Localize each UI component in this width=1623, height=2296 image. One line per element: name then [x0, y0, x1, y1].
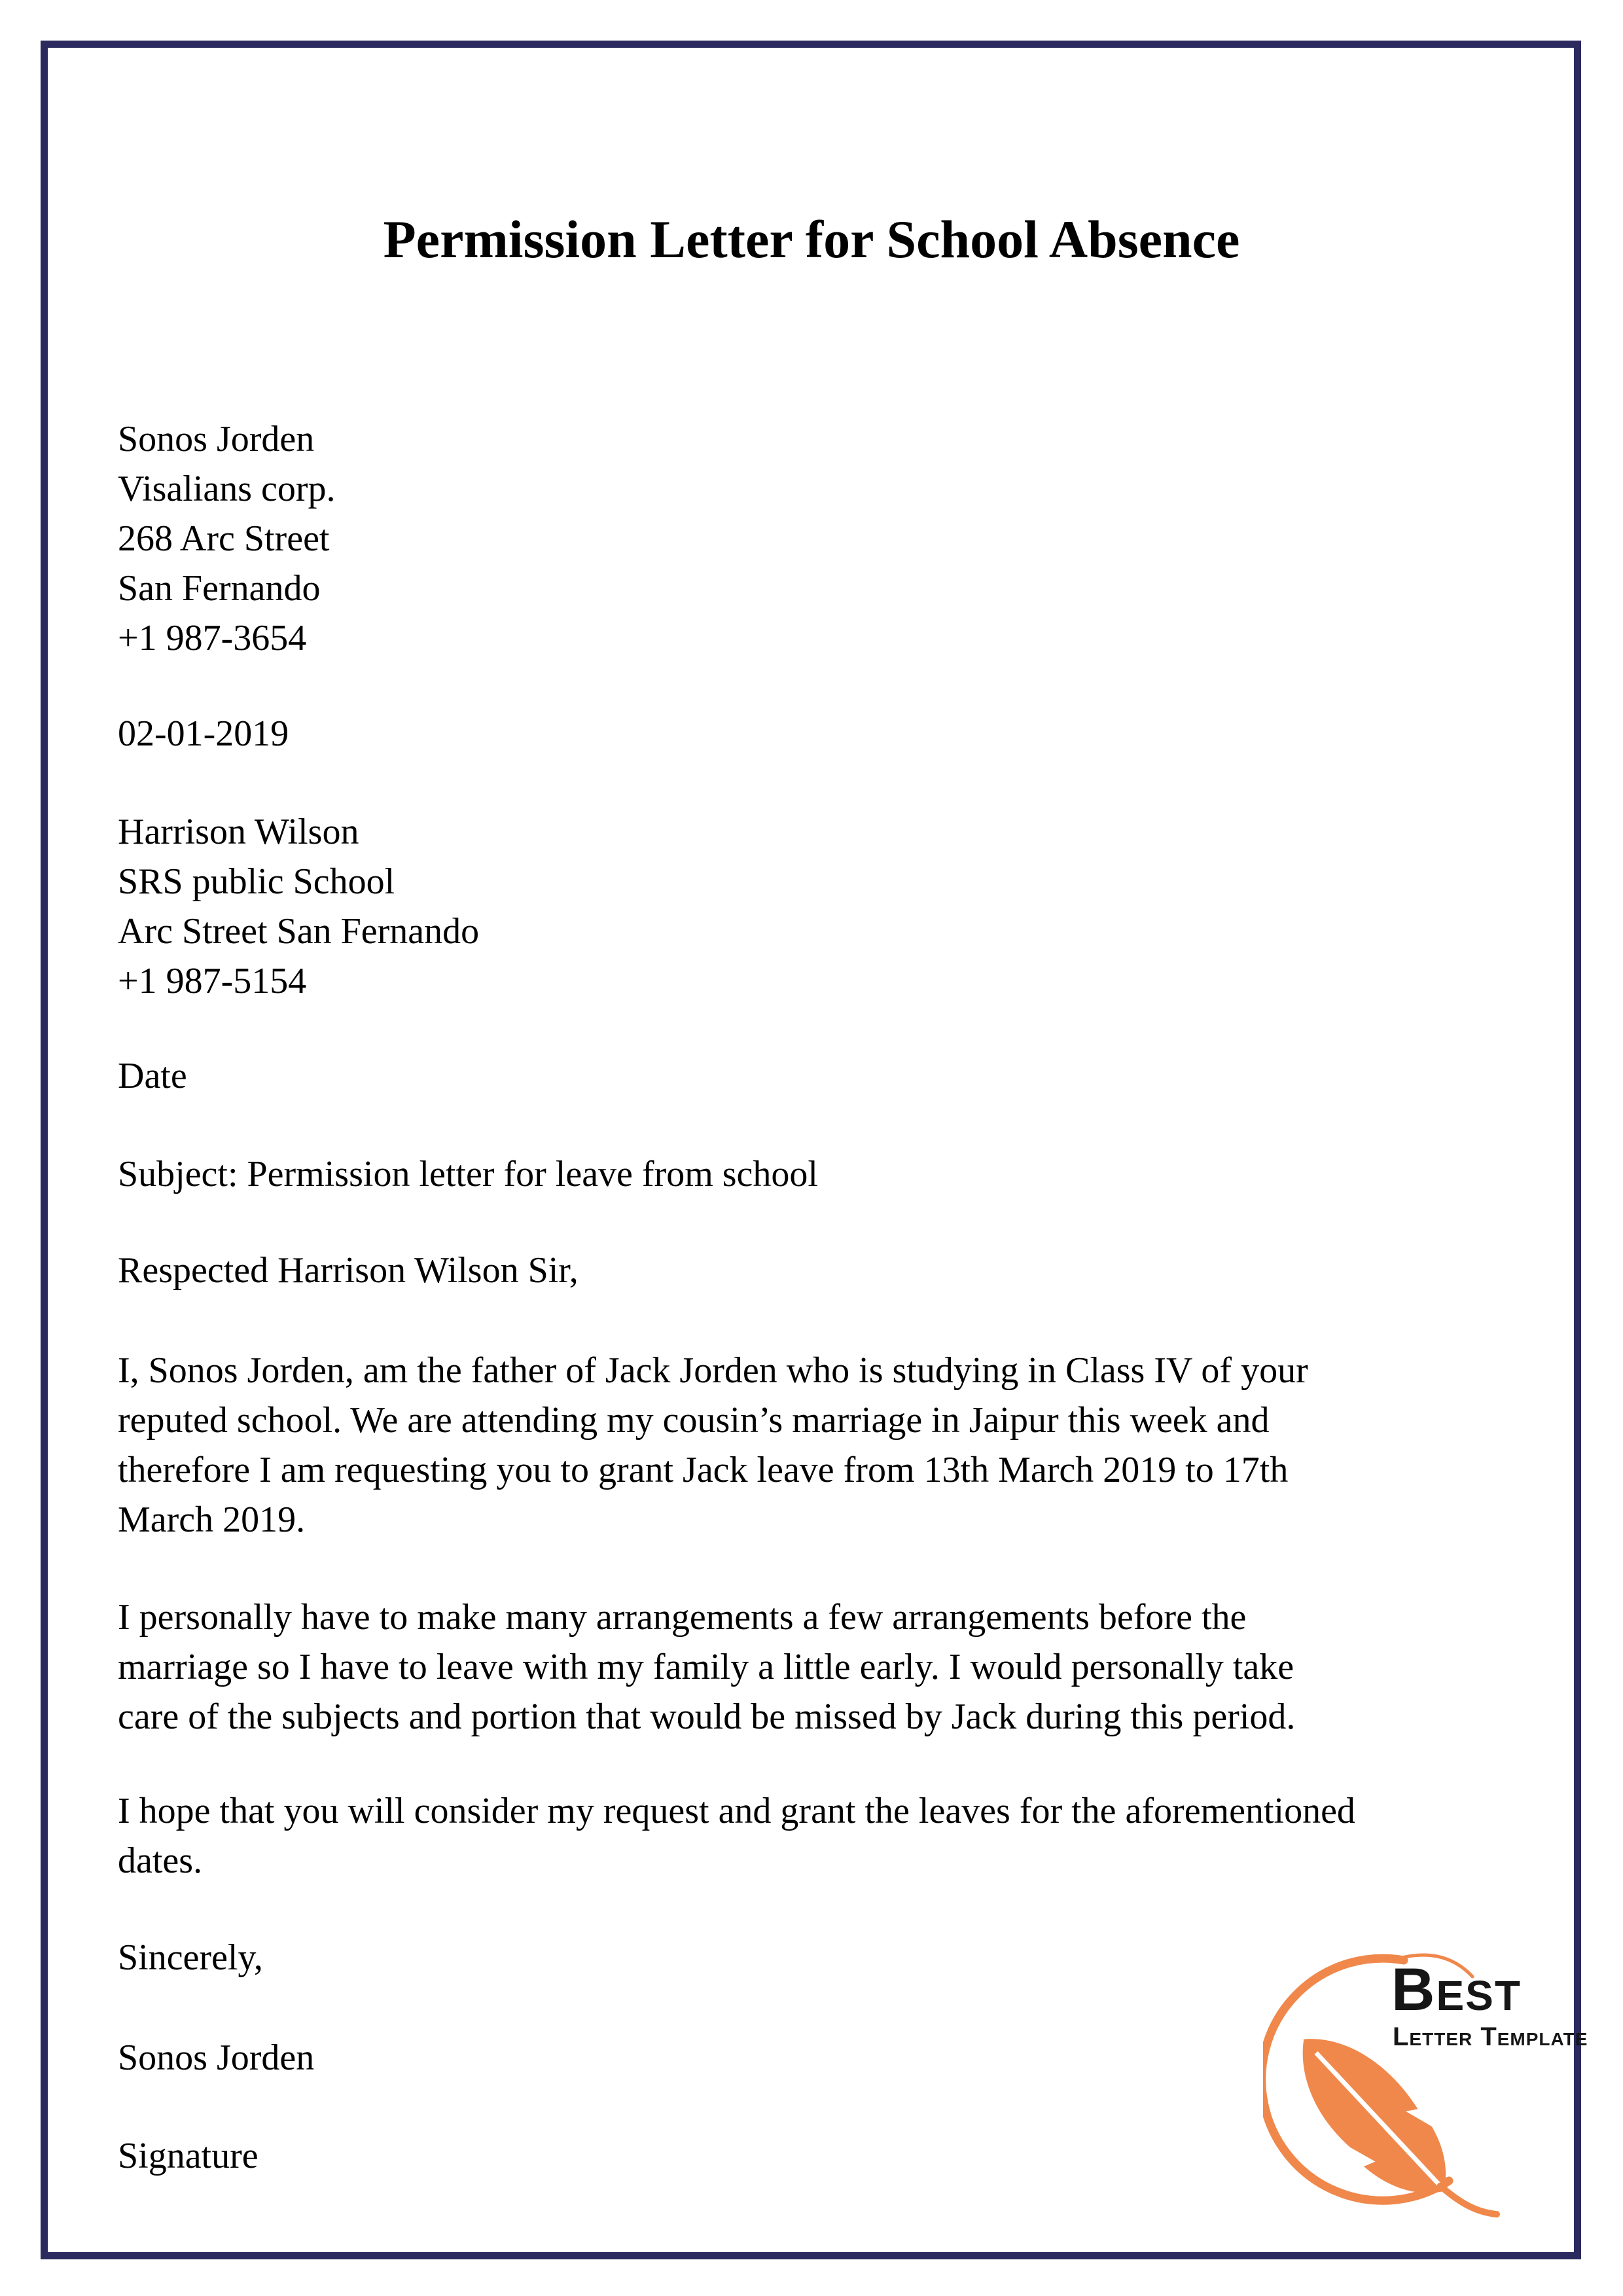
letter-date	[118, 709, 1525, 759]
paragraph-line: dates.	[118, 1840, 203, 1881]
body-paragraph-1	[118, 1346, 1525, 1545]
salutation-text: Respected Harrison Wilson Sir,	[118, 1250, 579, 1291]
letter-date-value: 02-01-2019	[118, 713, 289, 754]
recipient-name: Harrison Wilson	[118, 812, 359, 852]
paragraph-line: reputed school. We are attending my cousin’s marriage in Jaipur this week and	[118, 1400, 1270, 1441]
date-label-text: Date	[118, 1056, 187, 1096]
signature-label-text: Signature	[118, 2136, 259, 2176]
paragraph-line: care of the subjects and portion that would be missed by Jack during this period.	[118, 1696, 1296, 1737]
sender-phone: +1 987-3654	[118, 618, 307, 658]
sender-address-block	[118, 414, 1525, 663]
recipient-phone: +1 987-5154	[118, 961, 307, 1001]
sender-name: Sonos Jorden	[118, 419, 315, 459]
paragraph-line: I personally have to make many arrangements a few arrangements before the	[118, 1597, 1247, 1638]
logo-brand-text: Best	[1391, 1956, 1522, 2023]
sender-city: San Fernando	[118, 568, 321, 609]
logo-subtitle-text: Letter Template	[1393, 2022, 1588, 2051]
date-label	[118, 1051, 1525, 1101]
page-title: Permission Letter for School Absence	[383, 209, 1240, 269]
paragraph-line: March 2019.	[118, 1499, 306, 1540]
body-paragraph-2	[118, 1592, 1525, 1742]
paragraph-line: I, Sonos Jorden, am the father of Jack Jorden who is studying in Class IV of your	[118, 1350, 1308, 1391]
paragraph-line: marriage so I have to leave with my family a little early. I would personally take	[118, 1647, 1294, 1687]
sender-company: Visalians corp.	[118, 469, 336, 509]
body-paragraph-3	[118, 1786, 1525, 1886]
subject-text: Subject: Permission letter for leave from school	[118, 1154, 818, 1194]
subject-line	[118, 1149, 1525, 1199]
recipient-address-block	[118, 807, 1525, 1006]
signer-name-text: Sonos Jorden	[118, 2037, 315, 2078]
recipient-street: Arc Street San Fernando	[118, 911, 480, 952]
salutation	[118, 1246, 1525, 1295]
paragraph-line: I hope that you will consider my request and grant the leaves for the aforementioned	[118, 1791, 1355, 1831]
sender-street: 268 Arc Street	[118, 518, 330, 559]
recipient-school: SRS public School	[118, 861, 395, 902]
paragraph-line: therefore I am requesting you to grant Jack leave from 13th March 2019 to 17th	[118, 1450, 1289, 1490]
signoff-text: Sincerely,	[118, 1937, 263, 1978]
best-letter-template-logo	[1263, 1950, 1588, 2238]
